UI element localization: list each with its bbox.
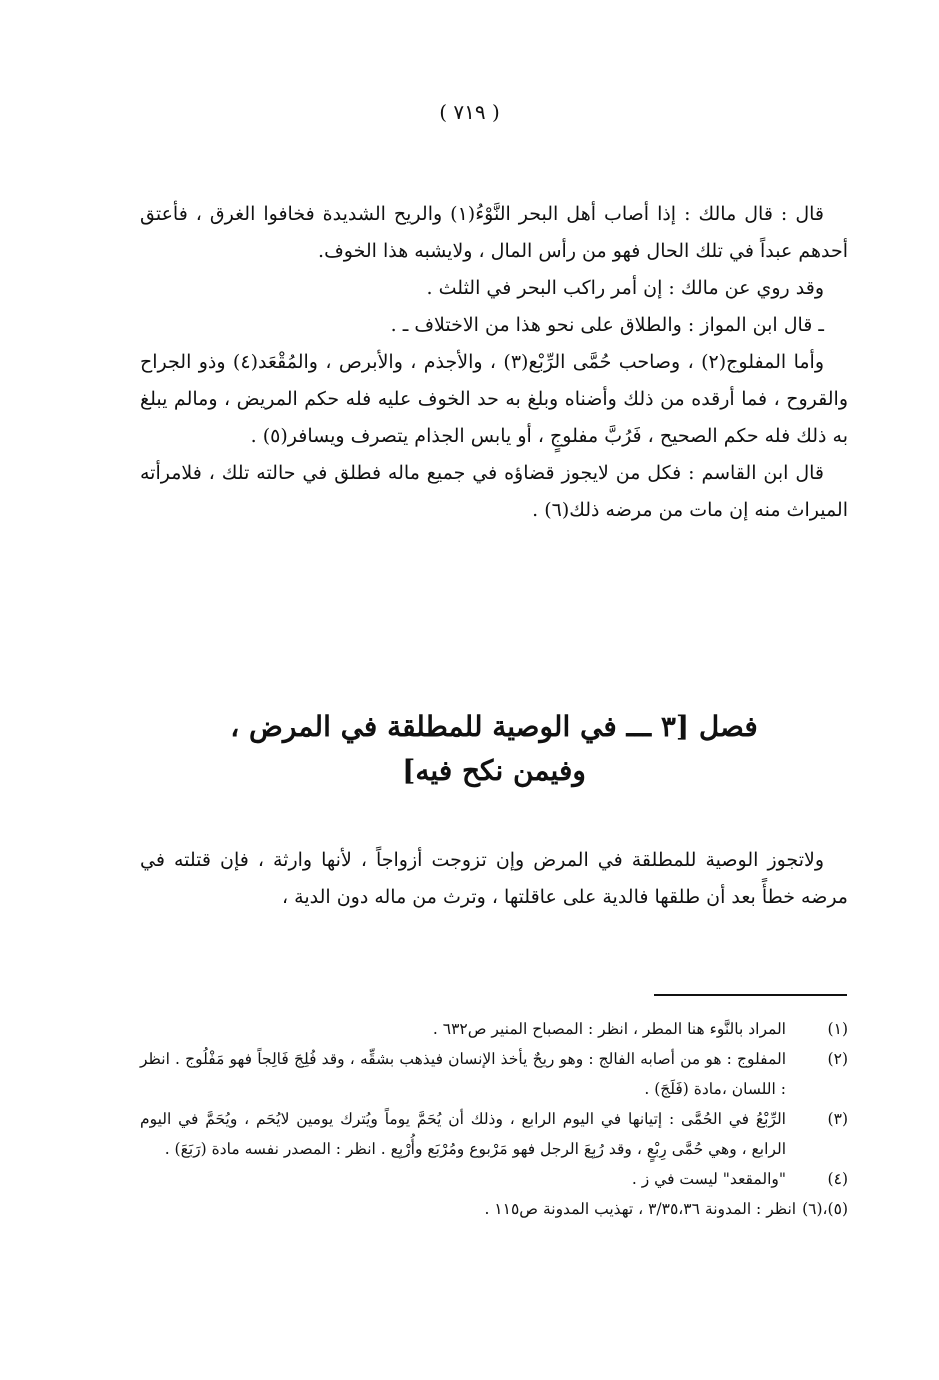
paragraph: ـ قال ابن المواز : والطلاق على نحو هذا من الاختلاف ـ . <box>390 314 824 336</box>
footnote-text: "والمقعد" ليست في ز . <box>631 1170 786 1188</box>
footnote-number: (١) <box>827 1020 848 1038</box>
footnote-number: (٣) <box>827 1110 848 1128</box>
footnote-number: (٢) <box>827 1050 848 1068</box>
footnote <box>140 1014 848 1044</box>
footnote-number: (٤) <box>827 1170 848 1188</box>
main-text-top <box>140 196 848 529</box>
section-heading <box>140 705 848 793</box>
section-heading-line-1: فصل [٣ ـــ في الوصية للمطلقة في المرض ، <box>230 710 758 743</box>
footnote-text: انظر : المدونة ٣/٣٥،٣٦ ، تهذيب المدونة ص١١٥ . <box>484 1200 797 1218</box>
paragraph: قال : قال مالك : إذا أصاب أهل البحر النَّوْءُ(١) والريح الشديدة فخافوا الغرق ، فأعتق أحدهم عبداً في تلك الحال فهو من رأس المال ، ولايشبه هذا الخوف. <box>140 203 848 262</box>
main-text-bottom <box>140 842 848 916</box>
page-number: ( ٧١٩ ) <box>439 100 500 124</box>
paragraph: وقد روي عن مالك : إن أمر راكب البحر في الثلث . <box>426 277 824 299</box>
paragraph: وأما المفلوج(٢) ، وصاحب حُمَّى الرِّبْع(٣) ، والأجذم ، والأبرص ، والمُقْعَد(٤) وذو الجراح والقروح ، فما أرقده من ذلك وأضناه وبلغ به حد الخوف عليه فله حكم المريض ، ومالم يبلغ به ذلك فله حكم الصحيح ، فَرُبَّ مفلوجٍ ، أو يابس الجذام يتصرف ويسافر(٥) . <box>140 351 848 447</box>
section-heading-line-2: وفيمن نكح فيه] <box>402 754 586 787</box>
paragraph: ولاتجوز الوصية للمطلقة في المرض وإن تزوجت أزواجاً ، لأنها وارثة ، فإن قتلته في مرضه خطأً بعد أن طلقها فالدية على عاقلتها ، وترث من ماله دون الدية ، <box>140 849 848 908</box>
footnotes <box>140 1014 848 1224</box>
footnote-text: المراد بالنَّوء هنا المطر ، انظر : المصباح المنير ص٦٣٢ . <box>432 1020 786 1038</box>
paragraph: قال ابن القاسم : فكل من لايجوز قضاؤه في جميع ماله فطلق في حالته تلك ، فلامرأته الميراث منه إن مات من مرضه ذلك(٦) . <box>140 462 848 521</box>
footnote <box>140 1044 848 1104</box>
footnote <box>140 1194 848 1224</box>
footnote-text: المفلوج : هو من أصابه الفالج : وهو ريحٌ يأخذ الإنسان فيذهب بشقِّه ، وقد فُلِجَ فَالِجاً فهو مَفْلُوج . انظر : اللسان ،مادة (فَلَجَ) . <box>140 1050 786 1098</box>
footnote <box>140 1104 848 1164</box>
footnote-text: الرِّبْعُ في الحُمَّى : إتيانها في اليوم الرابع ، وذلك أن يُحَمَّ يوماً ويُترك يومين لايُحَم ، ويُحَمَّ في اليوم الرابع ، وهي حُمَّى رِبْعٍ ، وقد رُبِعَ الرجل فهو مَرْبوع ومُرْبَع وأُرْبِع . انظر : المصدر نفسه مادة (رَبَعَ) . <box>140 1110 786 1158</box>
footnote-divider <box>654 994 847 996</box>
footnote-number: (٥)،(٦) <box>802 1200 848 1218</box>
footnote <box>140 1164 848 1194</box>
